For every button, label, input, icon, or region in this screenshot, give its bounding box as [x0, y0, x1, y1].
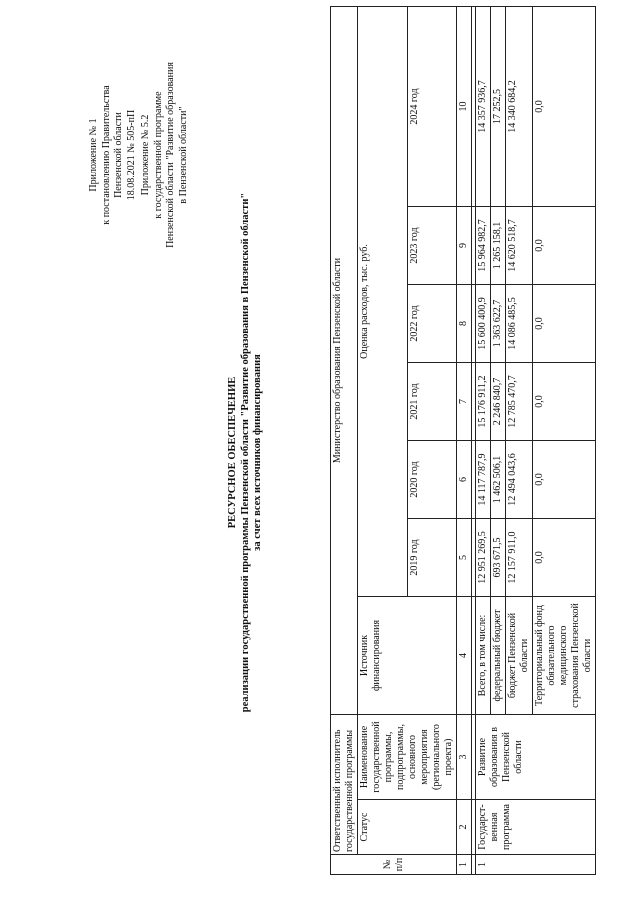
appendix-1-line: Пензенской области [113, 112, 124, 198]
row-program-name: Развитие образования в Пензенской области [476, 715, 596, 800]
document-title [227, 20, 265, 885]
source-label: федеральный бюджет [491, 597, 506, 715]
row-status: Государст-венная программа [476, 800, 596, 855]
appendix-1-line: Приложение № 1 [88, 118, 99, 192]
value-cell: 1 462 506,1 [491, 441, 506, 519]
column-number-row [457, 6, 472, 874]
title-line: реализации государственной программы Пензенской области "Развитие образования в Пензенской области" [239, 192, 251, 713]
value-cell: 12 494 043,6 [506, 441, 533, 519]
appendix-1-line: к постановлению Правительства [100, 85, 112, 225]
header-year: 2024 год [407, 6, 457, 206]
header-executor: Ответственный исполнитель государственной программы [331, 715, 358, 855]
header-num: № п/п [331, 855, 457, 875]
header-year: 2022 год [407, 285, 457, 363]
header-estimate: Оценка расходов, тыс. руб. [358, 6, 408, 596]
column-number: 7 [457, 363, 472, 441]
value-cell: 14 117 787,9 [476, 441, 491, 519]
value-cell: 0,0 [533, 441, 596, 519]
title-line: за счет всех источников финансирования [252, 354, 263, 551]
header-year: 2019 год [407, 519, 457, 597]
table-row [476, 6, 491, 874]
value-cell: 0,0 [533, 6, 596, 206]
value-cell: 15 600 400,9 [476, 285, 491, 363]
value-cell: 1 265 158,1 [491, 207, 506, 285]
value-cell: 14 340 684,2 [506, 6, 533, 206]
value-cell: 14 086 485,5 [506, 285, 533, 363]
appendix-1-line: 18.08.2021 № 505-пП [125, 109, 137, 201]
column-number: 8 [457, 285, 472, 363]
header-ministry: Министерство образования Пензенской области [331, 6, 358, 714]
column-number: 3 [457, 715, 472, 800]
column-number: 4 [457, 597, 472, 715]
value-cell: 0,0 [533, 285, 596, 363]
header-year: 2020 год [407, 441, 457, 519]
column-number: 9 [457, 207, 472, 285]
appendix-2-line: Приложение № 5.2 [140, 114, 151, 196]
header-status: Статус [358, 800, 457, 855]
appendix-2-header [140, 45, 190, 265]
value-cell: 693 671,5 [491, 519, 506, 597]
column-number: 6 [457, 441, 472, 519]
appendix-2-line: Пензенской области "Развитие образования [165, 62, 176, 248]
column-number: 1 [457, 855, 472, 875]
column-number: 10 [457, 6, 472, 206]
header-source: Источник финансирования [358, 597, 457, 715]
resource-table [330, 6, 596, 875]
column-number: 5 [457, 519, 472, 597]
value-cell: 0,0 [533, 519, 596, 597]
appendix-2-line: к государственной программе [152, 91, 164, 219]
value-cell: 2 246 840,7 [491, 363, 506, 441]
value-cell: 1 363 622,7 [491, 285, 506, 363]
value-cell: 12 157 911,0 [506, 519, 533, 597]
value-cell: 12 785 470,7 [506, 363, 533, 441]
value-cell: 12 951 269,5 [476, 519, 491, 597]
header-year: 2023 год [407, 207, 457, 285]
value-cell: 15 964 982,7 [476, 207, 491, 285]
value-cell: 14 620 518,7 [506, 207, 533, 285]
title-line: РЕСУРСНОЕ ОБЕСПЕЧЕНИЕ [227, 376, 238, 529]
row-num: 1 [476, 855, 596, 875]
value-cell: 17 252,5 [491, 6, 506, 206]
header-name: Наименование государственной программы, подпрограммы, основного мероприятия (регионального проекта) [358, 715, 457, 800]
source-label: Территориальный фонд обязательного медицинского страхования Пензенской области [533, 597, 596, 715]
header-year: 2021 год [407, 363, 457, 441]
source-label: бюджет Пензенской области [506, 597, 533, 715]
source-label: Всего, в том числе: [476, 597, 491, 715]
column-number: 2 [457, 800, 472, 855]
value-cell: 14 357 936,7 [476, 6, 491, 206]
value-cell: 0,0 [533, 363, 596, 441]
appendix-1-header [88, 45, 138, 265]
appendix-2-line: в Пензенской области" [177, 106, 189, 204]
value-cell: 15 176 911,2 [476, 363, 491, 441]
value-cell: 0,0 [533, 207, 596, 285]
